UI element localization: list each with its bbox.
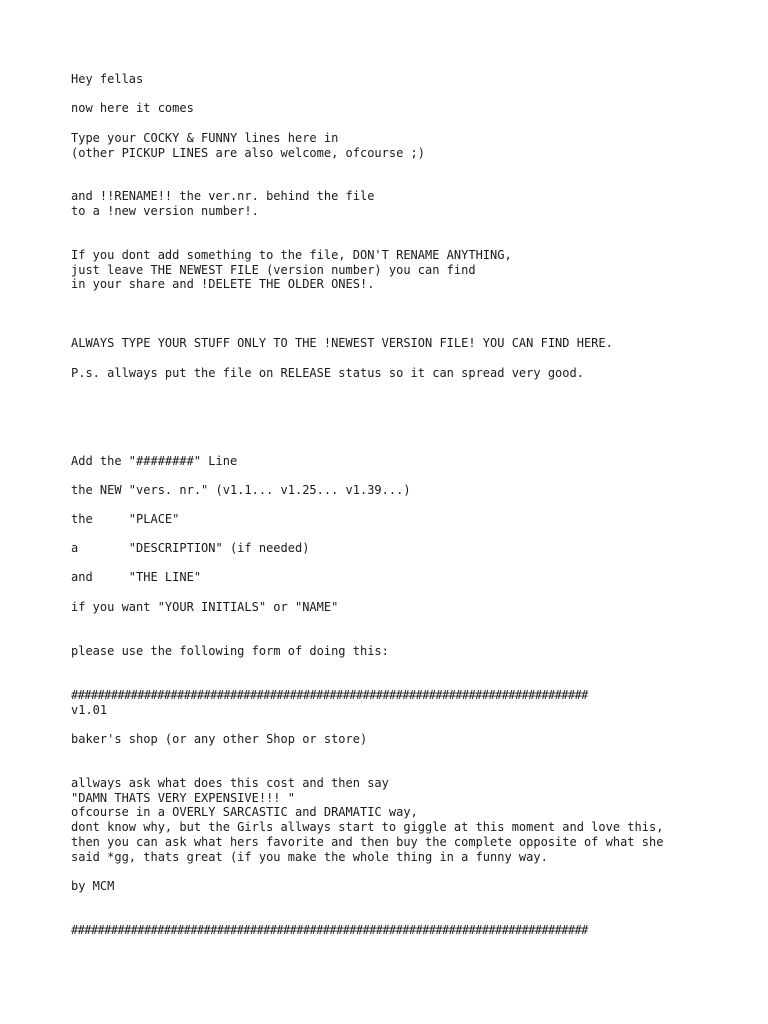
text-line: a "DESCRIPTION" (if needed) bbox=[71, 541, 310, 555]
text-line: just leave THE NEWEST FILE (version number) you can find bbox=[71, 263, 476, 277]
text-line: in your share and !DELETE THE OLDER ONES!. bbox=[71, 277, 375, 291]
text-line: now here it comes bbox=[71, 101, 194, 115]
text-line: P.s. allways put the file on RELEASE status so it can spread very good. bbox=[71, 366, 584, 380]
separator-line: ############################################################################## bbox=[71, 688, 588, 702]
text-line: if you want "YOUR INITIALS" or "NAME" bbox=[71, 600, 339, 614]
text-line: and !!RENAME!! the ver.nr. behind the file bbox=[71, 189, 375, 203]
place-line: baker's shop (or any other Shop or store) bbox=[71, 732, 368, 746]
text-line: said *gg, thats great (if you make the whole thing in a funny way. bbox=[71, 850, 548, 864]
version-line: v1.01 bbox=[71, 703, 108, 717]
text-line: ofcourse in a OVERLY SARCASTIC and DRAMATIC way, bbox=[71, 805, 418, 819]
text-line: the NEW "vers. nr." (v1.1... v1.25... v1.39...) bbox=[71, 483, 411, 497]
text-line: (other PICKUP LINES are also welcome, ofcourse ;) bbox=[71, 146, 426, 160]
text-line: If you dont add something to the file, DON'T RENAME ANYTHING, bbox=[71, 248, 512, 262]
text-line: and "THE LINE" bbox=[71, 570, 202, 584]
separator-line: ############################################################################## bbox=[71, 923, 588, 937]
text-line: allways ask what does this cost and then say bbox=[71, 776, 389, 790]
text-line: dont know why, but the Girls allways start to giggle at this moment and love this, bbox=[71, 820, 664, 834]
text-line: "DAMN THATS VERY EXPENSIVE!!! " bbox=[71, 791, 295, 805]
text-line: ALWAYS TYPE YOUR STUFF ONLY TO THE !NEWEST VERSION FILE! YOU CAN FIND HERE. bbox=[71, 336, 613, 350]
text-line: Hey fellas bbox=[71, 72, 144, 86]
text-line: the "PLACE" bbox=[71, 512, 180, 526]
text-line: please use the following form of doing this: bbox=[71, 644, 389, 658]
text-line: Add the "########" Line bbox=[71, 454, 238, 468]
text-line: Type your COCKY & FUNNY lines here in bbox=[71, 131, 339, 145]
text-line: then you can ask what hers favorite and then buy the complete opposite of what she bbox=[71, 835, 664, 849]
author-line: by MCM bbox=[71, 879, 115, 893]
text-line: to a !new version number!. bbox=[71, 204, 259, 218]
